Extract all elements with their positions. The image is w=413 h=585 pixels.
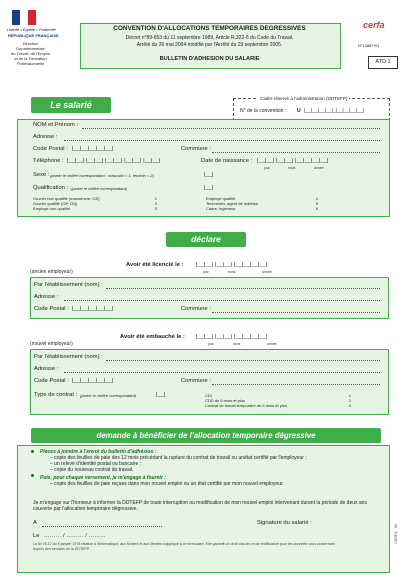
licencie-year-unit: année (262, 270, 272, 274)
qualification-field[interactable]: |__| (204, 185, 214, 191)
adresse2-field[interactable] (64, 372, 380, 373)
signature-label: Signature du salarié : (257, 520, 312, 526)
reserve-title: Cadre réservé à l'administration (DDTEFP) (260, 96, 348, 101)
republic-name: RÉPUBLIQUE FRANÇAISE (8, 33, 59, 38)
bulletin-title: BULLETIN D'ADHESION DU SALARIE (159, 56, 260, 62)
dob-day-unit: jour (264, 166, 270, 170)
nouvel-employeur: (nouvel employeur) (30, 341, 73, 347)
commune1-label: Commune : (181, 306, 211, 312)
ministry-lines (8, 41, 53, 66)
salarie-header-label: Le salarié (50, 100, 92, 110)
le-label: Le (33, 533, 40, 539)
embauche-label: Avoir été embauché le : (120, 334, 185, 340)
dob-label: Date de naissance : (201, 158, 253, 164)
demande-header-label: demande à bénéficier de l'allocation temporaire dégressive (96, 431, 316, 440)
page-title: CONVENTION D'ALLOCATIONS TEMPORAIRES DEGRESSIVES (113, 25, 306, 32)
sexe-label: Sexe : (33, 172, 50, 178)
convention-label: N° de la convention : (240, 108, 287, 114)
ancien-employeur: (ancien employeur) (30, 269, 73, 275)
adresse2-label: Adresse : (34, 366, 59, 372)
ministry-line: Professionnelle (16, 61, 45, 66)
cp2-label: Code Postal : (34, 378, 69, 384)
qual-item: Ouvrier non qualifié (manoeuvre, OS) 1 (33, 196, 157, 201)
qualification-note: (porter le chiffre correspondant) (71, 186, 128, 191)
pieces-block (40, 449, 376, 487)
subtitle-2: Arrêté du 26 mai 2004 modifié par l'Arrêté du 29 septembre 2005. (136, 42, 283, 48)
convention-value: U (297, 108, 301, 114)
flag-icon (12, 10, 36, 25)
pieces-title: Pièces à joindre à l'envoi du bulletin d'adhésion : (40, 449, 157, 455)
puis-title: Puis, pour chaque versement, je m'engage à fournir : (40, 475, 166, 481)
contrat-note: (porter le chiffre correspondant) (80, 393, 137, 398)
commune2-field[interactable] (212, 384, 380, 385)
licencie-month-unit: mois (228, 270, 236, 274)
adresse-field[interactable] (64, 140, 380, 141)
piece-item: – copie des feuilles de paie des 12 mois précédant la rupture du contrat de travail ou unétat certifié par l'employeur ; (50, 455, 307, 461)
embauche-month-unit: mois (233, 342, 241, 346)
piece-item: – copie du nouveau contrat du travail. (50, 467, 134, 473)
bullet-icon (31, 450, 34, 453)
declare-header-label: déclare (191, 234, 221, 244)
contrat-field[interactable]: |__| (156, 392, 166, 398)
convention-field[interactable]: |__|__|__|__|_|__|__|__|__| (304, 108, 365, 114)
ministry-line: et de la Formation (14, 56, 47, 61)
ministry-line: du Travail, de l'Emploi (10, 51, 50, 56)
qual-item: Technicien, agent de maîtrise 5 (206, 201, 318, 206)
piece-item: – un relevé d'identité postal ou bancaire ; (50, 461, 142, 467)
embauche-day-unit: jour (208, 342, 214, 346)
embauche-date-field[interactable]: |__|__| |__|__| |__|__|__|__| (196, 334, 268, 340)
etab1-label: Par l'établissement (nom) : (34, 282, 103, 288)
nom-label: NOM et Prénom : (33, 122, 79, 128)
cp2-field[interactable]: |__|__|__|__|__| (72, 378, 114, 384)
licencie-day-unit: jour (203, 270, 209, 274)
contrat-item: CDD de 6 mois et plus 2 (205, 398, 351, 403)
commune-field[interactable] (212, 152, 380, 153)
contrat-item: Contrat de travail temporaire de 6 mois et plus 3 (205, 403, 351, 408)
adresse1-field[interactable] (64, 300, 380, 301)
salarie-header (31, 97, 111, 113)
cp-label: Code Postal : (33, 146, 68, 152)
qual-item: Cadre, ingénieur 6 (206, 206, 318, 211)
cp-field[interactable]: |__|__|__|__|__| (72, 146, 114, 152)
etab1-field[interactable] (106, 288, 380, 289)
sexe-note: (porter le chiffre correspondant : masculin = 1, féminin = 2) (50, 173, 154, 178)
engagement-text: Je m'engage sur l'honneur à informer la DDTEFP de toute interruption ou modification de mon nouvel emploi intervenant durant la période de deux ans couverte par l'allocation temporaire dégressive. (33, 500, 367, 512)
tel-label: Téléphone : (33, 158, 64, 164)
marianne-logo (12, 10, 36, 25)
republic-motto: Liberté • Égalité • Fraternité (7, 27, 56, 32)
ministry-line: Direction Départementale (16, 41, 45, 51)
dob-field[interactable]: |__|__| |__|__| |__|__|__|__| (257, 158, 329, 164)
declare-header (166, 232, 246, 247)
embauche-year-unit: année (267, 342, 277, 346)
commune1-field[interactable] (212, 312, 380, 313)
cerfa-number: N°12887*01 (358, 43, 380, 48)
quals-right (206, 196, 318, 211)
commune2-label: Commune : (181, 378, 211, 384)
nom-field[interactable] (82, 128, 380, 129)
footer-note: La loi 78-17 du 6 janvier 1978 relative à l'informatique, aux fichiers et aux libertés s'applique à ce formulaire. Elle garantit un droit d'accès et de rectification pour les données vous concernant auprès des services de la DDTEFP. (33, 542, 335, 551)
atd-badge (368, 56, 398, 69)
quals-left (33, 196, 157, 211)
contrat-label: Type de contrat : (34, 392, 78, 398)
qual-item: Ouvrier qualifié (OP, OQ) 2 (33, 201, 157, 206)
adresse1-label: Adresse : (34, 294, 59, 300)
licencie-date-field[interactable]: |__|__| |__|__| |__|__|__|__| (196, 262, 268, 268)
le-date-field[interactable]: ……… / ……… / ……… (44, 533, 106, 539)
cp1-field[interactable]: |__|__|__|__|__| (72, 306, 114, 312)
tel-field[interactable]: |__|__| |__|__| |__|__| |__|__| |__|__| (67, 158, 161, 164)
etab2-label: Par l'établissement (nom) : (34, 354, 103, 360)
adresse-label: Adresse : (33, 134, 58, 140)
subtitle-1: Décret n°89-653 du 11 septembre 1989, Article R.322-6 du Code du Travail, (125, 35, 294, 41)
qual-item: Employé qualifié 4 (206, 196, 318, 201)
contrat-list (205, 393, 351, 408)
demande-header (31, 428, 381, 443)
commune-label: Commune : (181, 146, 211, 152)
contrat-item: CDI 1 (205, 393, 351, 398)
a-label: A (33, 520, 37, 526)
sexe-field[interactable]: |__| (204, 172, 214, 178)
side-code: CERFA · 06 (394, 523, 398, 544)
puis-item: – copie des feuilles de paie reçues dans mon nouvel emploi ou un état certifié par mon nouvel employeur. (50, 481, 284, 487)
dob-month-unit: mois (288, 166, 296, 170)
atd-label: ATD 1 (375, 59, 391, 65)
qual-item: Employé non qualifié 3 (33, 206, 157, 211)
bullet-icon (31, 474, 34, 477)
a-field[interactable] (42, 526, 162, 527)
etab2-field[interactable] (106, 360, 380, 361)
dob-year-unit: année (314, 166, 324, 170)
licencie-label: Avoir été licencié le : (126, 262, 184, 268)
qualification-label: Qualification : (33, 185, 69, 191)
cerfa-logo: cerfa (363, 20, 385, 30)
cp1-label: Code Postal : (34, 306, 69, 312)
